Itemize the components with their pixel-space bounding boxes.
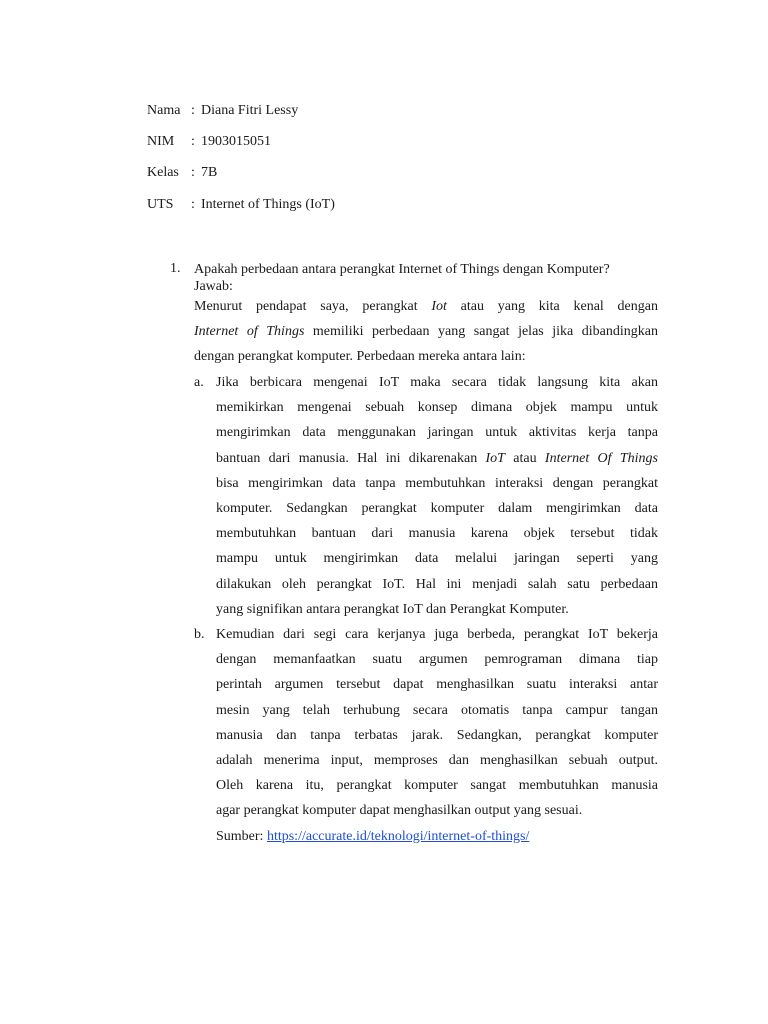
meta-row-kelas [147, 164, 217, 182]
body-line: mesin yang telah terhubung secara otomatis tanpa campur tangan [216, 702, 658, 718]
meta-row-nama [147, 102, 298, 120]
body-line: dilakukan oleh perangkat IoT. Hal ini menjadi salah satu perbedaan [216, 576, 658, 592]
text-run: atau [504, 450, 545, 466]
body-line: perintah argumen tersebut dapat menghasilkan suatu interaksi antar [216, 677, 658, 693]
meta-row-nim [147, 133, 271, 151]
body-line: Kemudian dari segi cara kerjanya juga berbeda, perangkat IoT bekerja [216, 627, 658, 642]
body-line [216, 446, 658, 471]
emphasis-text: Iot [431, 299, 447, 314]
text-run: atau yang kita kenal dengan [446, 299, 658, 314]
body-line: Oleh karena itu, perangkat komputer sangat membutuhkan manusia [216, 778, 658, 794]
body-line: manusia dan tanpa terbatas jarak. Sedangkan, perangkat komputer [216, 727, 658, 743]
meta-value: 1903015051 [201, 134, 271, 149]
body-line: bisa mengirimkan data tanpa membutuhkan interaksi dengan perangkat [216, 475, 658, 491]
intro-line [194, 294, 658, 319]
text-run: memiliki perbedaan yang sangat jelas jika dibandingkan [304, 324, 658, 340]
emphasis-text: IoT [485, 450, 505, 466]
list-item-body [216, 622, 658, 849]
question-text: Apakah perbedaan antara perangkat Internet of Things dengan Komputer? [194, 262, 610, 277]
body-line: membutuhkan bantuan dari manusia karena objek tersebut tidak [216, 526, 658, 542]
text-run: bantuan dari manusia. Hal ini dikarenakan [216, 450, 486, 466]
question-number: 1. [170, 261, 181, 276]
body-line: mengirimkan data menggunakan jaringan untuk aktivitas kerja tanpa [216, 425, 658, 441]
meta-label: NIM [147, 134, 175, 149]
meta-separator: : [191, 134, 195, 149]
source-label: Sumber: [216, 828, 267, 844]
answer-label: Jawab: [194, 279, 233, 294]
list-marker: a. [194, 375, 204, 390]
body-line: agar perangkat komputer dapat menghasilkan output yang sesuai. [216, 803, 583, 819]
body-line: Jika berbicara mengenai IoT maka secara tidak langsung kita akan [216, 375, 658, 390]
emphasis-text: Internet Of Things [544, 450, 658, 466]
meta-label: Kelas [147, 165, 179, 180]
text-run: Menurut pendapat saya, perangkat [194, 299, 432, 314]
body-line: adalah menerima input, memproses dan menghasilkan sebuah output. [216, 752, 658, 768]
source-line [216, 824, 658, 849]
body-line: dengan memanfaatkan suatu argumen pemrograman dimana tiap [216, 652, 658, 668]
meta-label: Nama [147, 103, 181, 118]
body-line: yang signifikan antara perangkat IoT dan Perangkat Komputer. [216, 601, 569, 617]
answer-intro [194, 294, 658, 370]
source-link[interactable]: https://accurate.id/teknologi/internet-of-things/ [266, 828, 530, 844]
meta-separator: : [191, 165, 195, 180]
meta-label: UTS [147, 197, 174, 212]
emphasis-text: Internet of Things [194, 324, 305, 340]
body-line: memikirkan mengenai sebuah konsep dimana objek mampu untuk [216, 400, 658, 416]
meta-row-uts [147, 196, 335, 214]
meta-value: 7B [201, 165, 218, 180]
body-line: mampu untuk mengirimkan data melalui jaringan seperti yang [216, 551, 658, 567]
meta-value: Diana Fitri Lessy [201, 103, 299, 118]
list-marker: b. [194, 627, 205, 642]
meta-separator: : [191, 197, 195, 212]
body-line: komputer. Sedangkan perangkat komputer dalam mengirimkan data [216, 500, 658, 516]
meta-separator: : [191, 103, 195, 118]
meta-value: Internet of Things (IoT) [201, 197, 335, 212]
intro-line [194, 319, 658, 344]
intro-line: dengan perangkat komputer. Perbedaan mereka antara lain: [194, 349, 526, 365]
list-item-body [216, 370, 658, 622]
